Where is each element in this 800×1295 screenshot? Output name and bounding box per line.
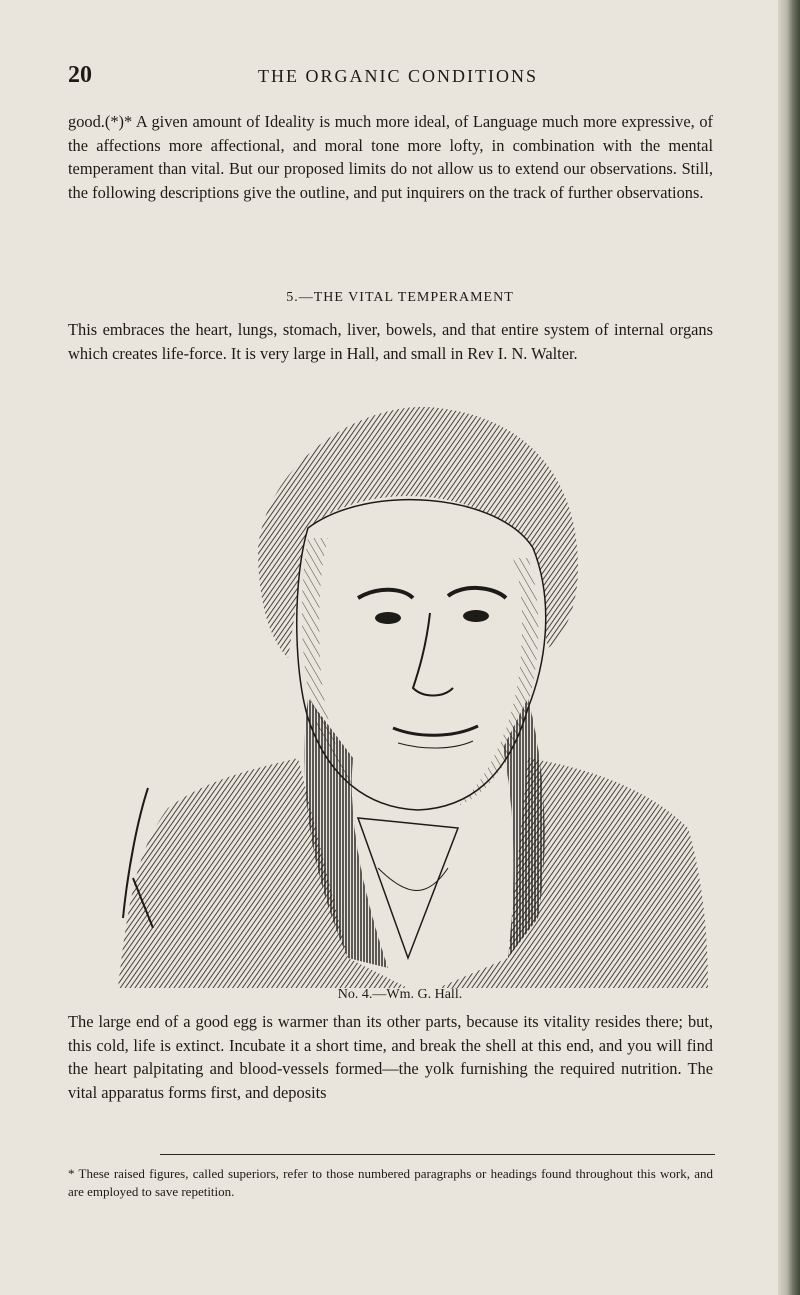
portrait-engraving bbox=[108, 398, 708, 988]
paragraph-2: This embraces the heart, lungs, stomach, liver, bowels, and that entire system of internal organs which creates life-force. It is very large in Hall, and small in Rev I. N. Walter. bbox=[68, 320, 713, 363]
page-header bbox=[68, 62, 708, 92]
figure-caption: No. 4.—Wm. G. Hall. bbox=[337, 987, 463, 1002]
page-number: 20 bbox=[68, 62, 92, 88]
running-head: THE ORGANIC CONDITIONS bbox=[258, 66, 538, 86]
section-heading: 5.—THE VITAL TEMPERAMENT bbox=[286, 290, 514, 305]
footnote-rule bbox=[160, 1154, 715, 1155]
footnote: * These raised figures, called superiors, refer to those numbered paragraphs or headings found throughout this work, and are employed to save repetition. bbox=[68, 1166, 713, 1199]
paragraph-3: The large end of a good egg is warmer than its other parts, because its vitality resides there; but, this cold, life is extinct. Incubate it a short time, and break the shell at this end, and you will find the heart palpitating and blood-vessels formed—the yolk furnishing the required nutrition. The vital apparatus forms first, and deposits bbox=[68, 1012, 713, 1102]
page-edge bbox=[778, 0, 800, 1295]
portrait-engraving-icon bbox=[108, 398, 708, 988]
paragraph-1: good.(*)* A given amount of Ideality is much more ideal, of Language much more expressive, of the affections more affectional, and moral tone more lofty, in combination with the mental temperament than vital. But our proposed limits do not allow us to extend our observations. Still, the following descriptions give the outline, and put inquirers on the track of further observations. bbox=[68, 112, 713, 202]
